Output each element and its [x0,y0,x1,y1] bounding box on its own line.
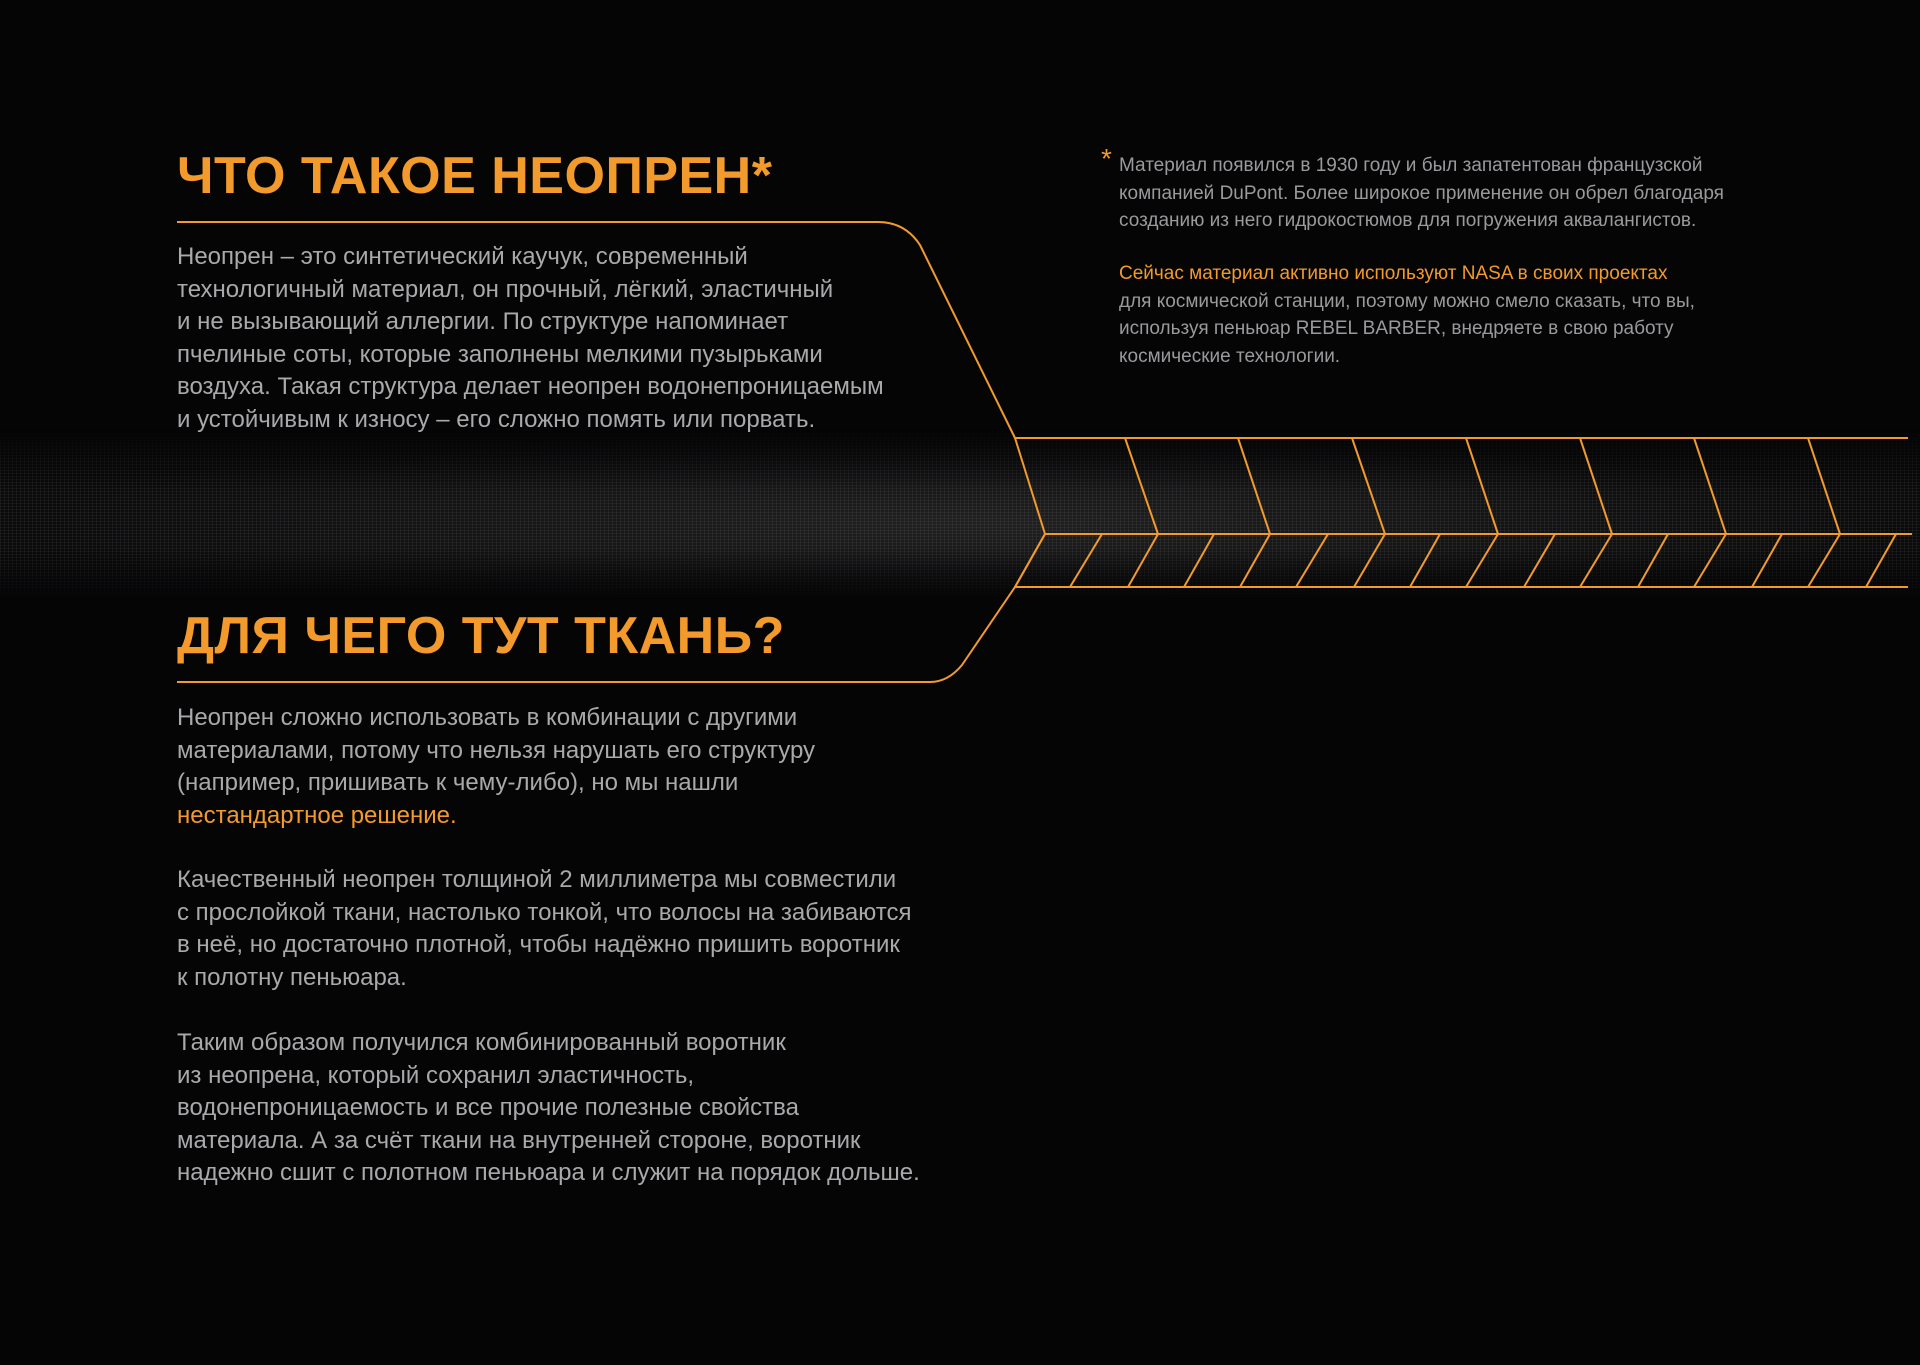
fabric-paragraph-3 [177,1027,920,1190]
section-title-neoprene: ЧТО ТАКОЕ НЕОПРЕН* [177,147,773,205]
text-line: созданию из него гидрокостюмов для погружения аквалангистов. [1119,210,1697,231]
text-line: материала. А за счёт ткани на внутренней стороне, воротник [177,1126,861,1154]
nasa-highlight: Сейчас материал активно используют NASA в своих проектах [1119,263,1668,284]
neoprene-description [177,241,884,436]
text-line: компанией DuPont. Более широкое применение он обрел благодаря [1119,182,1724,204]
text-line: Неопрен сложно использовать в комбинации с другими [177,704,798,731]
text-line: водонепроницаемость и все прочие полезные свойства [177,1094,799,1121]
text-line: для космической станции, поэтому можно смело сказать, что вы, [1119,290,1695,312]
fabric-paragraph-2 [177,864,911,994]
footnote-history [1119,152,1724,235]
neoprene-texture-band [0,430,1920,600]
text-line: и не вызывающий аллергии. По структуре напоминает [177,308,789,335]
text-line: пчелиные соты, которые заполнены мелкими пузырьками [177,340,823,368]
text-line: Качественный неопрен толщиной 2 миллиметра мы совместили [177,866,897,893]
text-line: воздуха. Такая структура делает неопрен водонепроницаемым [177,373,884,400]
text-line: в неё, но достаточно плотной, чтобы надёжно пришить воротник [177,931,900,958]
footnote-asterisk: * [1101,143,1112,174]
text-line: космические технологии. [1119,345,1341,367]
text-line: используя пеньюар REBEL BARBER, внедряете в свою работу [1119,318,1674,339]
text-line: к полотну пеньюара. [177,963,407,991]
text-line: с прослойкой ткани, настолько тонкой, что волосы на забиваются [177,898,912,926]
fabric-paragraph-1 [177,702,815,832]
text-line: Таким образом получился комбинированный воротник [177,1029,786,1056]
text-line: из неопрена, который сохранил эластичность, [177,1061,695,1089]
text-line: Неопрен – это синтетический каучук, современный [177,243,748,270]
text-line: Материал появился в 1930 году и был запатентован французской [1119,155,1703,176]
solution-highlight: нестандартное решение. [177,801,457,829]
footnote-nasa [1119,260,1695,370]
text-line: технологичный материал, он прочный, лёгкий, эластичный [177,275,834,303]
text-line: (например, пришивать к чему-либо), но мы нашли [177,769,739,796]
section-title-fabric: ДЛЯ ЧЕГО ТУТ ТКАНЬ? [177,607,785,665]
text-line: материалами, потому что нельзя нарушать его структуру [177,736,816,764]
text-line: надежно сшит с полотном пеньюара и служит на порядок дольше. [177,1159,920,1186]
text-line: и устойчивым к износу – его сложно помять или порвать. [177,405,816,433]
